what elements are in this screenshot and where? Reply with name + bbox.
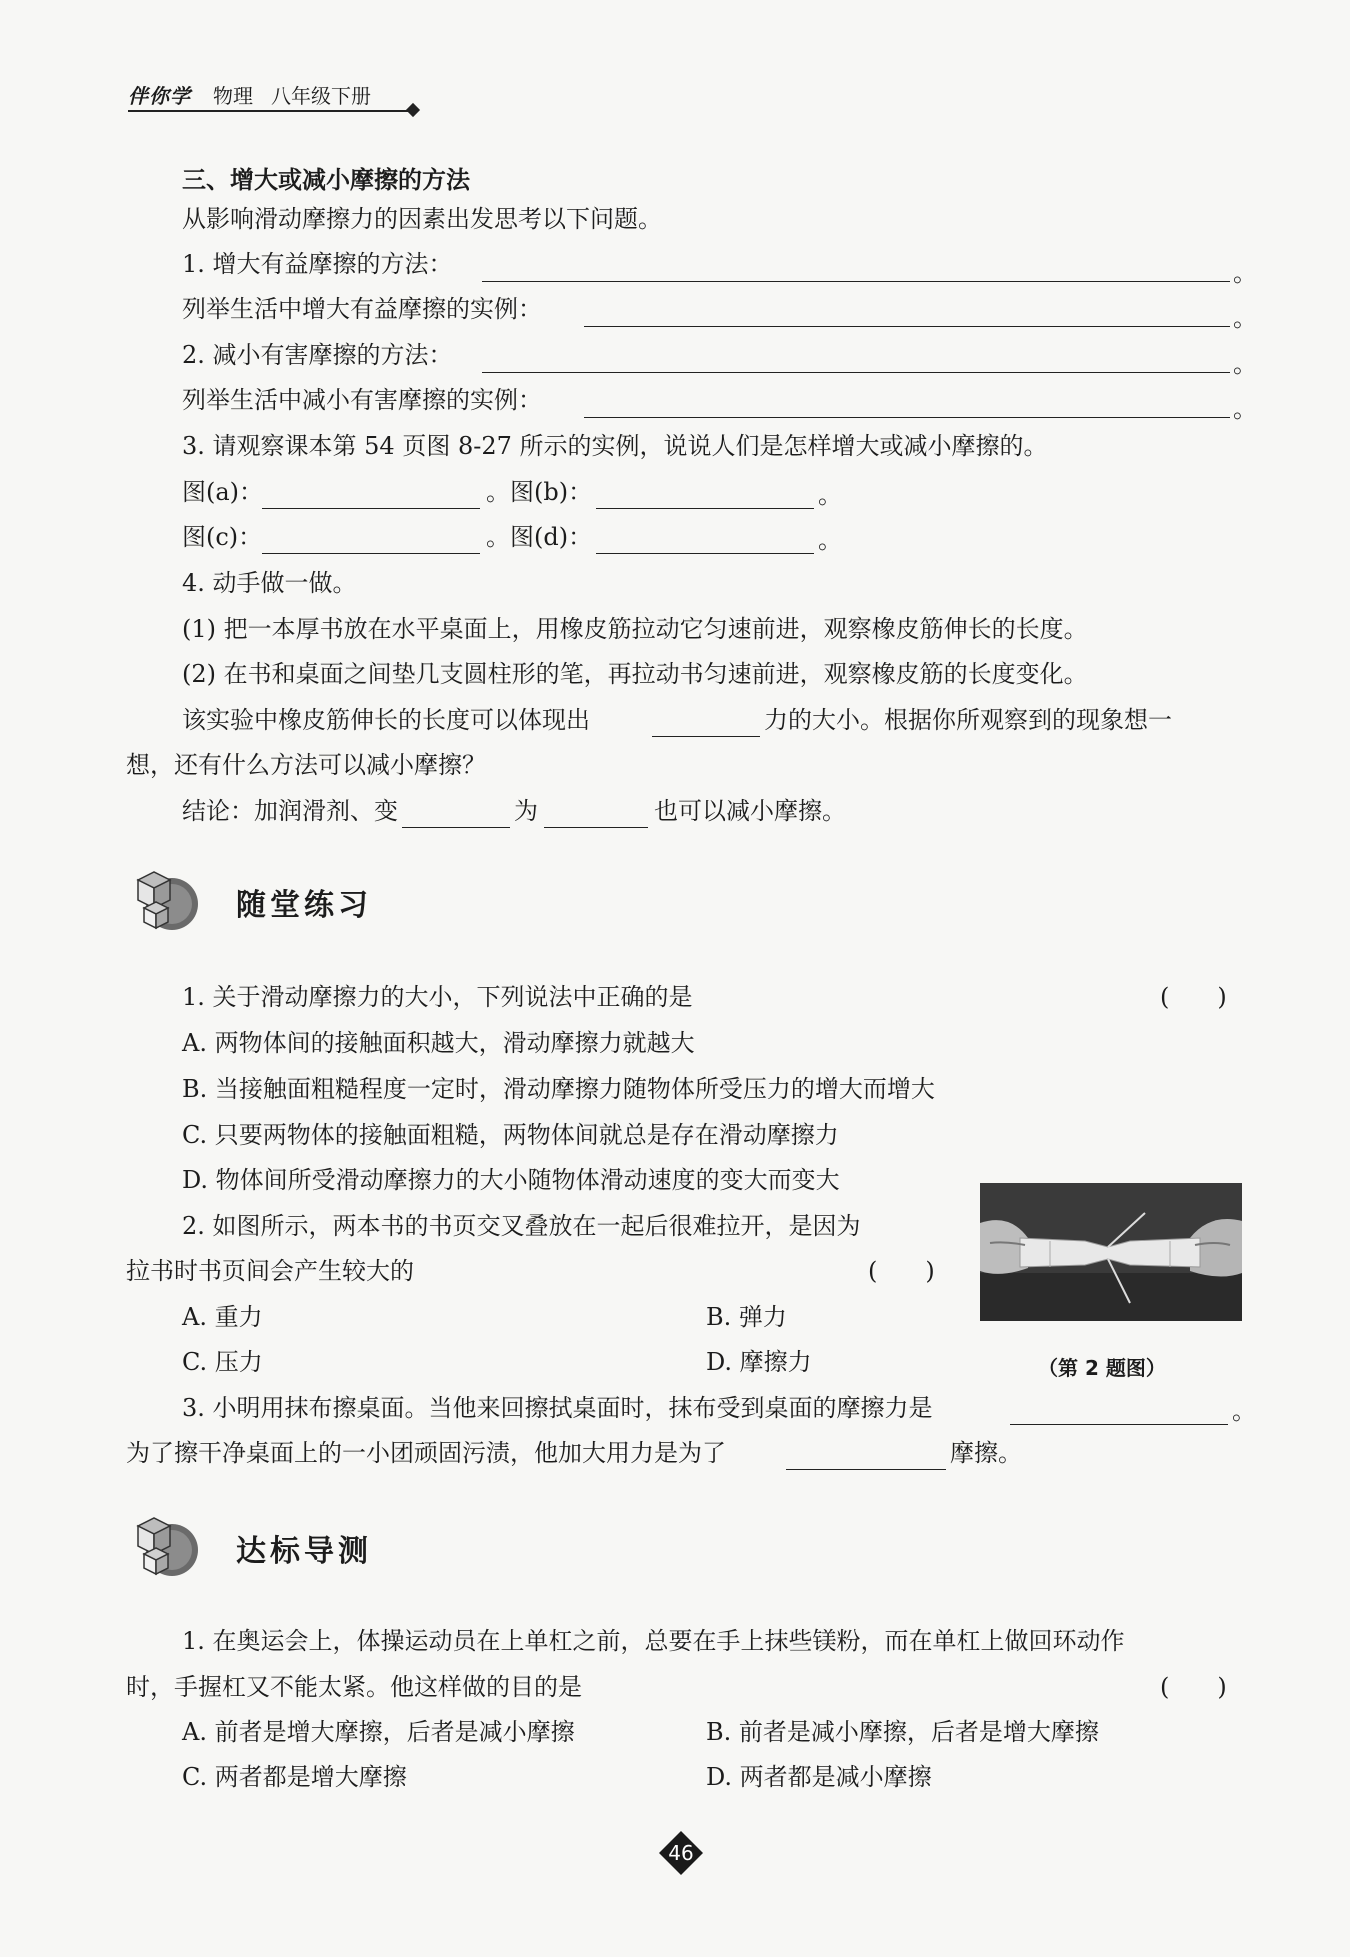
option-d: D. 物体间所受滑动摩擦力的大小随物体滑动速度的变大而变大 — [182, 1166, 840, 1194]
option-c: C. 两者都是增大摩擦 — [182, 1763, 407, 1791]
answer-blank[interactable] — [402, 803, 510, 828]
practice-q2-stem1: 2. 如图所示，两本书的书页交叉叠放在一起后很难拉开，是因为 — [182, 1212, 861, 1240]
test-q1-stem2: 时，手握杠又不能太紧。他这样做的目的是 — [126, 1673, 582, 1701]
section-heading: 三、增大或减小摩擦的方法 — [182, 166, 470, 194]
option-b: B. 前者是减小摩擦，后者是增大摩擦 — [706, 1718, 1099, 1746]
q1-example-text: 列举生活中增大有益摩擦的实例： — [182, 295, 542, 323]
answer-blank[interactable] — [596, 529, 814, 554]
q3-text: 3. 请观察课本第 54 页图 8-27 所示的实例，说说人们是怎样增大或减小摩擦的。 — [182, 432, 1048, 460]
books-photo — [980, 1183, 1242, 1321]
fig-c-label: 图(c)： — [182, 523, 263, 551]
answer-blank[interactable] — [262, 484, 480, 509]
practice-q2-stem2: 拉书时书页间会产生较大的 — [126, 1257, 414, 1285]
answer-blank[interactable] — [596, 484, 814, 509]
q1-text: 1. 增大有益摩擦的方法： — [182, 250, 453, 278]
q4-text1a: 该实验中橡皮筋伸长的长度可以体现出 — [182, 706, 590, 734]
answer-blank[interactable] — [482, 348, 1230, 373]
running-header — [128, 80, 389, 109]
practice-q1-stem: 1. 关于滑动摩擦力的大小，下列说法中正确的是 — [182, 983, 693, 1011]
practice-q3-line1: 3. 小明用抹布擦桌面。当他来回擦拭桌面时，抹布受到桌面的摩擦力是 — [182, 1394, 933, 1422]
answer-blank[interactable] — [652, 712, 760, 737]
subject: 物理 — [213, 84, 253, 108]
q4-text: 4. 动手做一做。 — [182, 569, 357, 597]
option-b: B. 当接触面粗糙程度一定时，滑动摩擦力随物体所受压力的增大而增大 — [182, 1075, 935, 1103]
answer-blank[interactable] — [1010, 1400, 1228, 1425]
answer-paren[interactable]: ( ) — [1160, 1673, 1227, 1701]
answer-blank[interactable] — [544, 803, 648, 828]
conclusion-b: 为 — [514, 797, 538, 825]
practice-title: 随堂练习 — [236, 888, 372, 923]
answer-blank[interactable] — [584, 393, 1230, 418]
answer-paren[interactable]: ( ) — [868, 1257, 935, 1285]
brand-name: 伴你学 — [128, 84, 191, 108]
answer-blank[interactable] — [262, 529, 480, 554]
period: 。 — [1233, 350, 1257, 378]
option-d: D. 摩擦力 — [706, 1348, 812, 1376]
fig-b-label: 。图(b)： — [486, 478, 593, 506]
fig-d-label: 。图(d)： — [486, 523, 593, 551]
q4-step1: (1) 把一本厚书放在水平桌面上，用橡皮筋拉动它匀速前进，观察橡皮筋伸长的长度。 — [182, 615, 1088, 643]
option-b: B. 弹力 — [706, 1303, 787, 1331]
cube-icon — [124, 862, 206, 938]
fig-a-label: 图(a)： — [182, 478, 264, 506]
period: 。 — [1233, 304, 1257, 332]
answer-blank[interactable] — [786, 1445, 946, 1470]
q2-example-text: 列举生活中减小有害摩擦的实例： — [182, 386, 542, 414]
option-a: A. 前者是增大摩擦，后者是减小摩擦 — [182, 1718, 575, 1746]
test-title: 达标导测 — [236, 1534, 372, 1569]
period: 。 — [1233, 259, 1257, 287]
option-d: D. 两者都是减小摩擦 — [706, 1763, 932, 1791]
header-diamond — [406, 103, 420, 117]
page-number-badge — [658, 1830, 704, 1876]
conclusion-a: 结论：加润滑剂、变 — [182, 797, 398, 825]
q4-text2: 想，还有什么方法可以减小摩擦？ — [126, 751, 486, 779]
test-q1-stem1: 1. 在奥运会上，体操运动员在上单杠之前，总要在手上抹些镁粉，而在单杠上做回环动作 — [182, 1627, 1125, 1655]
answer-paren[interactable]: ( ) — [1160, 983, 1227, 1011]
option-c: C. 只要两物体的接触面粗糙，两物体间就总是存在滑动摩擦力 — [182, 1121, 839, 1149]
answer-blank[interactable] — [584, 302, 1230, 327]
q4-text1b: 力的大小。根据你所观察到的现象想一 — [764, 706, 1172, 734]
option-a: A. 重力 — [182, 1303, 263, 1331]
page-number: 46 — [668, 1841, 694, 1865]
period: 。 — [818, 526, 842, 554]
answer-blank[interactable] — [482, 257, 1230, 282]
practice-q3-line2a: 为了擦干净桌面上的一小团顽固污渍，他加大用力是为了 — [126, 1439, 726, 1467]
figure-caption: （第 2 题图） — [1038, 1356, 1166, 1380]
grade: 八年级下册 — [271, 84, 371, 108]
option-a: A. 两物体间的接触面积越大，滑动摩擦力就越大 — [182, 1029, 695, 1057]
q2-text: 2. 减小有害摩擦的方法： — [182, 341, 453, 369]
cube-icon — [124, 1508, 206, 1584]
intro-text: 从影响滑动摩擦力的因素出发思考以下问题。 — [182, 205, 662, 233]
header-rule — [128, 110, 416, 112]
period: 。 — [818, 481, 842, 509]
period: 。 — [1233, 395, 1257, 423]
option-c: C. 压力 — [182, 1348, 263, 1376]
conclusion-c: 也可以减小摩擦。 — [654, 797, 846, 825]
q4-step2: (2) 在书和桌面之间垫几支圆柱形的笔，再拉动书匀速前进，观察橡皮筋的长度变化。 — [182, 660, 1088, 688]
period: 。 — [1232, 1397, 1256, 1425]
practice-q3-line2b: 摩擦。 — [950, 1439, 1022, 1467]
